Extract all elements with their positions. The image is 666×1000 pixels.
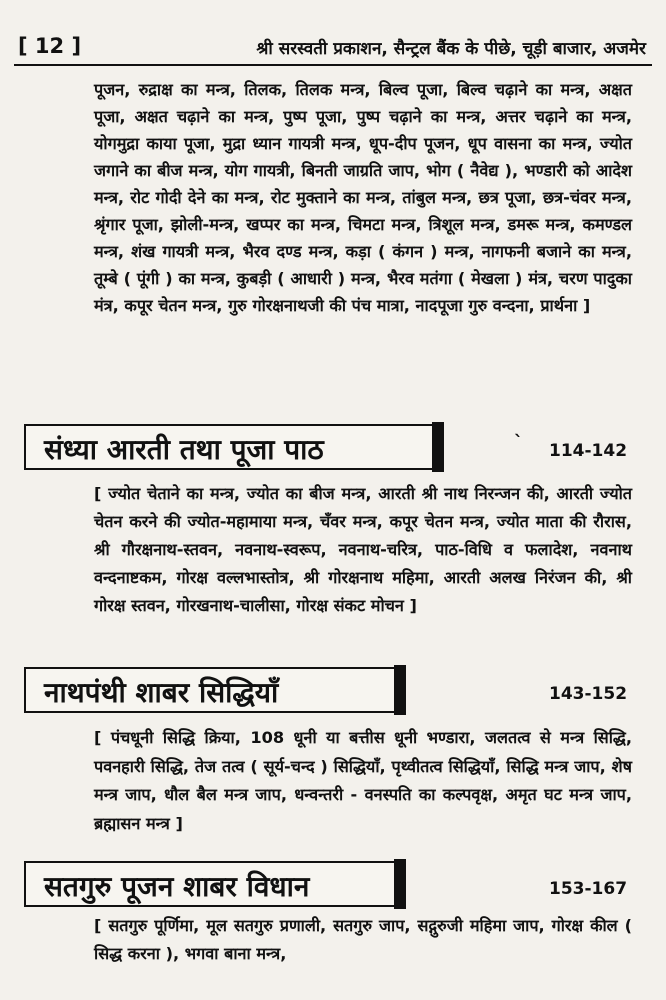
section-range-2: 143-152: [549, 684, 628, 704]
section-heading-3: [24, 861, 406, 907]
section-range-1: 114-142: [549, 441, 628, 461]
paragraph-4: [ सतगुरु पूर्णिमा, मूल सतगुरु प्रणाली, सतगुरु जाप, सद्गुरुजी महिमा जाप, गोरक्ष कील ( सिद्ध करना ), भगवा बाना मन्त्र,: [94, 916, 632, 963]
section-title-3: सतगुरु पूजन शाबर विधान: [44, 870, 310, 903]
heading-bar: [394, 665, 406, 715]
tick-mark: `: [514, 432, 523, 453]
section-heading-2: [24, 667, 406, 713]
paragraph-3: [ पंचधूनी सिद्धि क्रिया, 108 धूनी या बत्तीस धूनी भण्डारा, जलतत्व से मन्त्र सिद्धि, पवनहारी सिद्धि, तेज तत्व ( सूर्य-चन्द ) सिद्धियाँ, पृथ्वीतत्व सिद्धियाँ, सिद्धि मन्त्र जाप, शेष मन्त्र जाप, धौल बैल मन्त्र जाप, धन्वन्तरी - वनस्पति का कल्पवृक्ष, अमृत घट मन्त्र जाप, ब्रह्मासन मन्त्र ]: [94, 728, 632, 833]
section-title-2: नाथपंथी शाबर सिद्धियाँ: [44, 676, 279, 709]
paragraph-1: पूजन, रुद्राक्ष का मन्त्र, तिलक, तिलक मन्त्र, बिल्व पूजा, बिल्व चढ़ाने का मन्त्र, अक्षत पूजा, अक्षत चढ़ाने का मन्त्र, पुष्प पूजा, पुष्प चढ़ाने का मन्त्र, अत्तर चढ़ाने का मन्त्र, योगमुद्रा काया पूजा, मुद्रा ध्यान गायत्री मन्त्र, धूप-दीप पूजन, धूप वासना का मन्त्र, ज्योत जगाने का बीज मन्त्र, योग गायत्री, बिनती जाग्रति जाप, भोग ( नैवेद्य ), भण्डारी को आदेश मन्त्र, रोट गोदी देने का मन्त्र, रोट मुक्ताने का मन्त्र, तांबुल मन्त्र, छत्र पूजा, छत्र-चंवर मन्त्र, श्रृंगार पूजा, झोली-मन्त्र, खप्पर का मन्त्र, चिमटा मन्त्र, त्रिशूल मन्त्र, डमरू मन्त्र, कमण्डल मन्त्र, शंख गायत्री मन्त्र, भैरव दण्ड मन्त्र, कड़ा ( कंगन ) मन्त्र, नागफनी बजाने का मन्त्र, तूम्बे ( पूंगी ) का मन्त्र, कुबड़ी ( आधारी ) मन्त्र, भैरव मतंगा ( मेखला ) मंत्र, चरण पादुका मंत्र, कपूर चेतन मन्त्र, गुरु गोरक्षनाथजी की पंच मात्रा, नादपूजा गुरु वन्दना, प्रार्थना ]: [94, 80, 632, 315]
paragraph-2: [ ज्योत चेताने का मन्त्र, ज्योत का बीज मन्त्र, आरती श्री नाथ निरन्जन की, आरती ज्योत चेतन करने की ज्योत-महामाया मन्त्र, चँवर मन्त्र, कपूर चेतन मन्त्र, ज्योत माता की रौरास, श्री गौरक्षनाथ-स्तवन, नवनाथ-स्वरूप, नवनाथ-चरित्र, पाठ-विधि व फलादेश, नवनाथ वन्दनाष्टकम, गोरक्ष वल्लभास्तोत्र, श्री गोरक्षनाथ महिमा, आरती अलख निरंजन की, श्री गोरक्ष स्तवन, गोरखनाथ-चालीसा, गोरक्ष संकट मोचन ]: [94, 484, 632, 615]
section-range-3: 153-167: [549, 879, 628, 899]
section-title-1: संध्या आरती तथा पूजा पाठ: [44, 433, 324, 466]
section-heading-1: [24, 424, 444, 470]
page-number: [ 12 ]: [18, 34, 82, 58]
heading-bar: [432, 422, 444, 472]
page-header: [14, 30, 652, 66]
heading-bar: [394, 859, 406, 909]
publisher-line: श्री सरस्वती प्रकाशन, सैन्ट्रल बैंक के पीछे, चूड़ी बाजार, अजमेर: [256, 39, 646, 59]
